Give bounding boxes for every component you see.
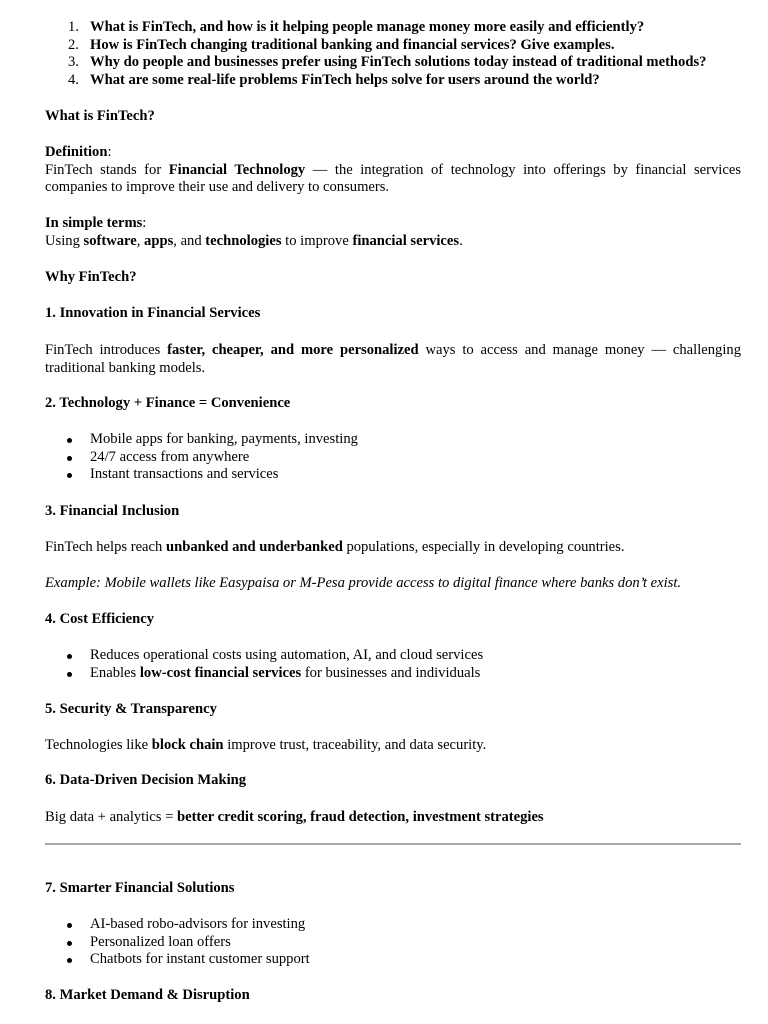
paragraph-text: populations, especially in developing countries. [342,539,625,555]
definition-term: Financial Technology [168,161,306,178]
question-number: 2. [68,36,79,53]
heading-text: 8. Market Demand & Disruption [45,987,250,1003]
question-text: Why do people and businesses prefer using FinTech solutions today instead of traditional methods? [90,54,707,71]
simple-bold: financial services [352,232,460,249]
simple-terms-label: In simple terms [45,215,143,231]
why-fintech-heading [45,269,741,287]
question-number: 3. [68,54,79,71]
heading-text: 4. Cost Efficiency [45,611,155,627]
definition-colon: : [107,144,112,160]
question-item [45,37,745,55]
paragraph-text: ways to access and manage money — challenging traditional banking models. [45,342,741,376]
paragraph-text: Technologies like [45,737,152,753]
question-item [45,54,745,72]
simple-terms-paragraph [45,215,741,250]
simple-bold: technologies [205,232,282,249]
paragraph-bold: faster, cheaper, and more personalized [167,342,419,358]
horizontal-divider [45,843,741,845]
section-2-heading [45,395,741,413]
definition-paragraph [45,144,741,197]
heading-text: 6. Data-Driven Decision Making [45,772,247,788]
heading-text: What is FinTech? [45,108,155,124]
paragraph-bold: unbanked and underbanked [165,539,343,555]
section-1-heading [45,305,741,323]
section-6-paragraph [45,809,741,827]
section-2-bullet-list [45,431,741,484]
bullet-item: 24/7 access from anywhere [45,449,741,467]
bullet-text: for businesses and individuals [301,664,481,681]
section-3-paragraph [45,539,741,557]
paragraph-bold: block chain [151,737,224,753]
bullet-text: Enables [90,664,140,681]
question-number: 1. [68,19,79,35]
bullet-item: Mobile apps for banking, payments, investing [45,431,741,449]
section-7-bullet-list [45,916,741,969]
paragraph-text: improve trust, traceability, and data security. [223,737,487,753]
heading-text: 3. Financial Inclusion [45,503,180,519]
bullet-bold: low-cost financial services [139,664,302,681]
heading-text: 5. Security & Transparency [45,701,217,717]
section-1-paragraph [45,342,741,377]
bullet-item: Reduces operational costs using automation, AI, and cloud services [45,647,741,665]
heading-text: 2. Technology + Finance = Convenience [45,395,291,411]
section-5-heading [45,701,741,719]
bullet-item: Personalized loan offers [45,934,741,952]
simple-bold: apps [144,232,174,249]
paragraph-bold: better credit scoring, fraud detection, investment strategies [176,809,544,825]
simple-bold: software [83,232,137,249]
section-8-heading [45,987,741,1005]
bullet-item: Chatbots for instant customer support [45,951,741,969]
bullet-item: Instant transactions and services [45,466,741,484]
definition-label: Definition [45,144,108,160]
what-is-fintech-heading [45,108,741,126]
definition-text: FinTech stands for [45,161,169,178]
section-5-paragraph [45,737,741,755]
question-list [45,19,745,89]
paragraph-text: FinTech helps reach [45,539,166,555]
section-6-heading [45,772,741,790]
section-4-bullet-list [45,647,741,682]
section-7-heading [45,880,741,898]
heading-text: Why FinTech? [45,269,137,285]
question-number: 4. [68,71,79,88]
question-text: What is FinTech, and how is it helping people manage money more easily and efficiently? [90,19,645,35]
section-4-heading [45,611,741,629]
simple-terms-colon: : [142,215,147,231]
section-3-example [45,575,741,593]
heading-text: 1. Innovation in Financial Services [45,305,261,321]
bullet-item [45,665,741,683]
definition-text: — the integration of technology into offerings by financial services companies to improve their use and delivery to consumers. [45,161,741,196]
bullet-item: AI-based robo-advisors for investing [45,916,741,934]
heading-text: 7. Smarter Financial Solutions [45,880,235,896]
question-item [45,19,745,37]
section-3-heading [45,503,741,521]
question-text: How is FinTech changing traditional banking and financial services? Give examples. [90,36,615,53]
simple-text: Using [45,232,84,249]
simple-text: to improve [281,232,353,249]
question-item [45,72,745,90]
question-text: What are some real-life problems FinTech helps solve for users around the world? [90,71,600,88]
simple-text: , and [173,232,206,249]
simple-text: . [459,232,463,249]
paragraph-text: FinTech introduces [45,342,168,358]
example-text: Example: Mobile wallets like Easypaisa or M-Pesa provide access to digital finance where banks don’t exist. [45,575,682,591]
simple-text: , [136,232,145,249]
paragraph-text: Big data + analytics = [45,809,177,825]
